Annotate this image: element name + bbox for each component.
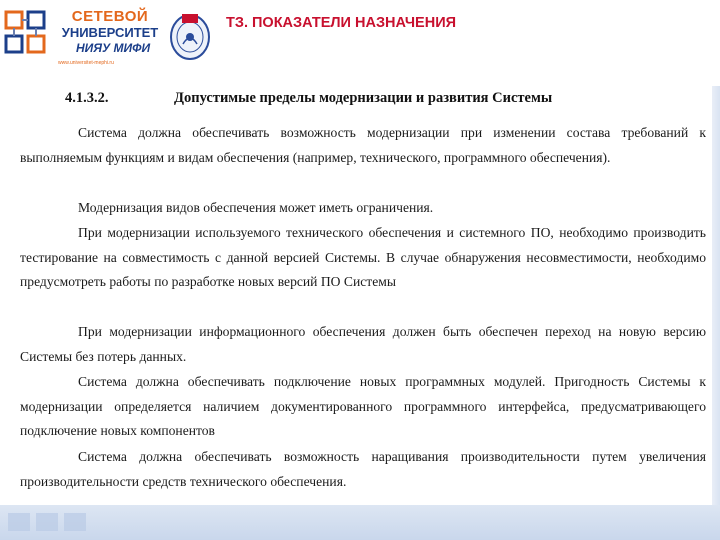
paragraph: При модернизации используемого технического обеспечения и системного ПО, необходимо производить тестирование на совместимость с данной версией Системы. В случае обнаружения несовместимости, необходимо предусмотреть работы по разработке новых версий ПО Системы: [20, 225, 706, 290]
document-scan: [12, 90, 712, 502]
paragraph: Система должна обеспечивать возможность наращивания производительности путем увеличения производительности средств технического обеспечения.: [20, 449, 706, 489]
paragraph: Модернизация видов обеспечения может иметь ограничения.: [78, 200, 434, 215]
network-squares-icon: [2, 8, 50, 60]
paragraph: При модернизации информационного обеспечения должен быть обеспечен переход на новую версию Системы без потерь данных.: [20, 324, 706, 364]
paragraph: Система должна обеспечивать возможность модернизации при изменении состава требований к выполняемым функциям и видам обеспечения (например, технического, программного обеспечения).: [20, 125, 706, 165]
paragraph: Система должна обеспечивать подключение новых программных модулей. Пригодность Системы к модернизации определяется наличием документированного программного интерфейса, предусматривающего подключение новых компонентов: [20, 374, 706, 439]
section-title: Допустимые пределы модернизации и развития Системы: [174, 90, 553, 106]
university-logo: [56, 8, 164, 66]
document-edge-decoration: [712, 86, 720, 506]
section-heading: [12, 90, 712, 108]
logo-website: www.universitet-mephi.ru: [58, 60, 114, 66]
logo-line-mephi: НИЯУ МИФИ: [76, 41, 151, 55]
footer-decor-block: [64, 513, 86, 531]
section-number: 4.1.3.2.: [65, 90, 109, 106]
footer-decor-block: [8, 513, 30, 531]
page-title: ТЗ. ПОКАЗАТЕЛИ НАЗНАЧЕНИЯ: [226, 15, 457, 31]
university-emblem-icon: [168, 10, 212, 62]
logo-line-university: УНИВЕРСИТЕТ: [61, 25, 159, 40]
slide-header: [0, 0, 720, 72]
footer-decor-block: [36, 513, 58, 531]
logo-line-network: СЕТЕВОЙ: [71, 8, 149, 25]
footer-band: [0, 505, 720, 540]
